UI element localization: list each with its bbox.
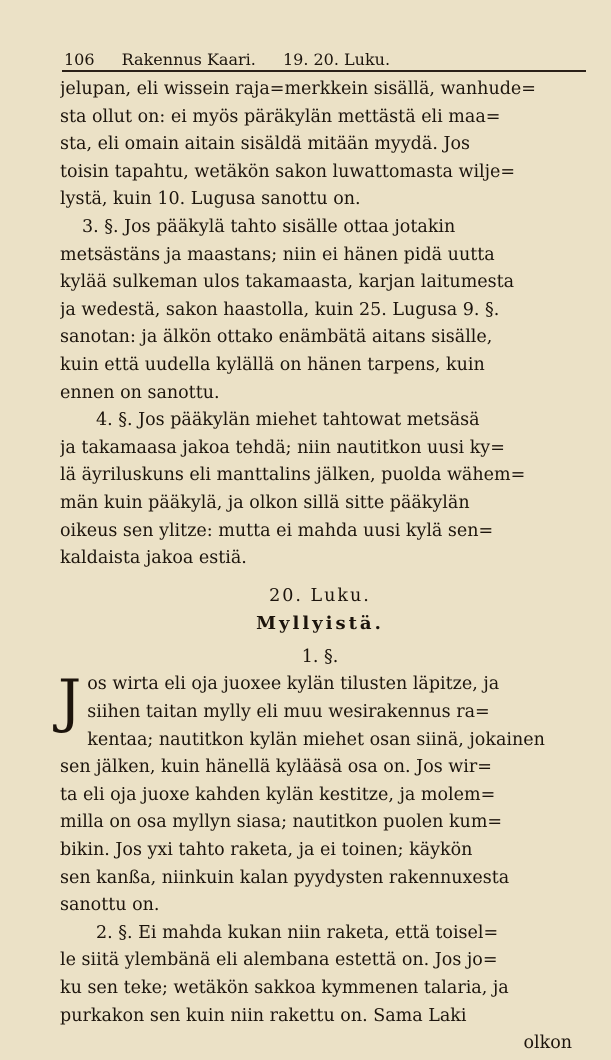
text-line: 2. §. Ei mahda kukan niin raketa, että toisel= — [96, 922, 499, 943]
text-line: ja takamaasa jakoa tehdä; niin nautitkon uusi ky= — [60, 437, 505, 458]
chapter-title: Myllyistä. — [256, 613, 384, 635]
page-number: 106 — [64, 50, 95, 69]
paragraph-section-3 — [60, 214, 580, 407]
text-line: sta, eli omain aitain sisäldä mitään myydä. Jos — [60, 134, 470, 155]
paragraph-section-4 — [60, 407, 580, 573]
paragraph-section-2 — [60, 920, 580, 1030]
text-line: lystä, kuin 10. Lugusa sanottu on. — [60, 189, 361, 210]
text-line: os wirta eli oja juoxee kylän tilusten läpitze, ja — [87, 674, 500, 695]
text-line: män kuin pääkylä, ja olkon sillä sitte pääkylän — [60, 492, 470, 513]
text-line: kuin että uudella kylällä on hänen tarpens, kuin — [60, 354, 485, 375]
section-reference: 19. 20. Luku. — [282, 50, 391, 69]
section-heading: 1. §. — [301, 646, 339, 667]
text-line: kaldaista jakoa estiä. — [60, 548, 247, 569]
text-line: ja wedestä, sakon haastolla, kuin 25. Lugusa 9. §. — [60, 299, 500, 320]
text-line: oikeus sen ylitze: mutta ei mahda uusi kylä sen= — [60, 520, 494, 541]
text-line: 3. §. Jos pääkylä tahto sisälle ottaa jotakin — [82, 216, 456, 237]
text-line: purkakon sen kuin niin rakettu on. Sama Laki — [60, 1005, 467, 1026]
text-line: metsästäns ja maastans; niin ei hänen pidä uutta — [60, 244, 495, 265]
text-line: ennen on sanottu. — [60, 382, 220, 403]
text-line: toisin tapahtu, wetäkön sakon luwattomasta wilje= — [60, 161, 516, 182]
drop-cap: J — [58, 667, 82, 736]
text-line: kentaa; nautitkon kylän miehet osan siinä, jokainen — [87, 729, 545, 750]
text-line: sen jälken, kuin hänellä kylääsä osa on. Jos wir= — [60, 757, 492, 778]
chapter-number: 20. Luku. — [269, 585, 371, 606]
text-line: siihen taitan mylly eli muu wesirakennus ra= — [87, 702, 490, 723]
text-line: sen kanßa, niinkuin kalan pyydysten rakennuxesta — [60, 867, 510, 888]
paragraph-continuation — [60, 76, 580, 214]
page-header — [64, 50, 584, 69]
text-line: le siitä ylembänä eli alembana estettä on. Jos jo= — [60, 950, 498, 971]
text-line: ta eli oja juoxe kahden kylän kestitze, ja molem= — [60, 784, 496, 805]
text-line: sta ollut on: ei myös päräkylän mettästä eli maa= — [60, 106, 501, 127]
running-title: Rakennus Kaari. — [121, 50, 256, 69]
text-line: milla on osa myllyn siasa; nautitkon puolen kum= — [60, 812, 503, 833]
text-line: bikin. Jos yxi tahto raketa, ja ei toinen; käykön — [60, 840, 473, 861]
header-rule — [62, 70, 586, 72]
catchword: olkon — [523, 1033, 572, 1054]
text-line: sanottu on. — [60, 895, 160, 916]
text-line: lä äyriluskuns eli manttalins jälken, puolda wähem= — [60, 465, 526, 486]
page-body — [60, 76, 580, 1058]
text-line: sanotan: ja älkön ottako enämbätä aitans sisälle, — [60, 327, 493, 348]
text-line: 4. §. Jos pääkylän miehet tahtowat metsäsä — [96, 410, 480, 431]
text-line: ku sen teke; wetäkön sakkoa kymmenen talaria, ja — [60, 978, 509, 998]
text-line: kylää sulkeman ulos takamaasta, karjan laitumesta — [60, 272, 515, 293]
text-line: jelupan, eli wissein raja=merkkein sisällä, wanhude= — [60, 79, 536, 99]
paragraph-section-1 — [58, 667, 580, 919]
